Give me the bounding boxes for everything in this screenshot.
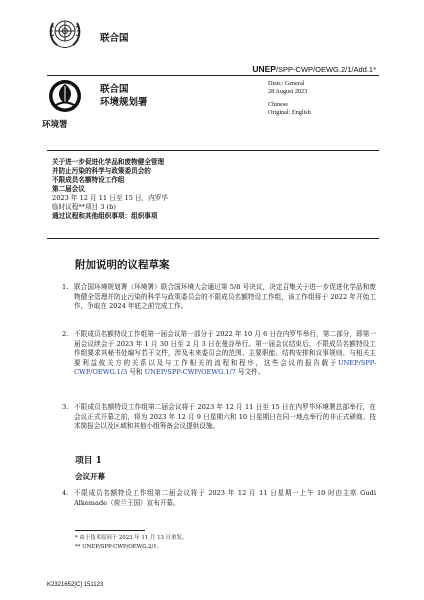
unep-emblem-icon (47, 78, 83, 114)
meeting-body-line: 并防止污染的科学与政策委员会的 (52, 167, 151, 175)
paragraph-number: 4. (62, 489, 69, 497)
paragraph-number: 2. (62, 330, 69, 338)
document-link[interactable]: UNEP/SPP-CWP/OEWG.1/7 (144, 368, 236, 377)
meeting-block (52, 158, 168, 221)
meeting-body-line: 关于进一步促进化学品和废物健全管理 (52, 158, 165, 166)
distribution-line: Original: English (268, 108, 311, 116)
header-rule (47, 75, 379, 76)
paragraph-text: 联合国环境规划署（环境署）联合国环境大会通过第 5/8 号决议，决定召集关于进一步促进化学品和废物健全管理并防止污染的科学与政策委员会的不限成员名额特设工作组，该工作组将于 2022 年开始工作，争取在 2024 年底之前完成工作。 (74, 283, 376, 311)
paragraph-text: 不限成员名额特设工作组第二届会议将于 2023 年 12 月 11 日星期一上午 10 时由主席 Gudi Alkemade（荷兰王国）宣布开幕。 (74, 489, 376, 507)
agenda-item-title: 通过议程和其他组织事项：组织事项 (52, 212, 158, 220)
paragraph-text: 号文件。 (235, 368, 265, 377)
distribution-line: 28 August 2023 (268, 87, 308, 95)
paragraph-2 (62, 330, 376, 378)
header-rule (47, 150, 379, 151)
unep-label: 环境署 (42, 120, 68, 130)
org-name-un: 联合国 (100, 33, 129, 44)
symbol-prefix: UNEP (252, 64, 276, 74)
un-emblem-icon (47, 14, 83, 52)
footnote-2: ** UNEP/SPP-CWP/OEWG.2/1。 (75, 544, 163, 550)
agenda-reference: 临时议程**项目 3 (b) (52, 203, 116, 211)
org-name-unep-line2: 环境规划署 (100, 97, 148, 108)
document-link[interactable]: UNEP/SPP-CWP/OEWG.1/3 (74, 358, 376, 377)
paragraph-text: 不限成员名额特设工作组第二届会议将于 2023 年 12 月 11 日至 15 日在内罗毕环境署总部举行，在会议正式开幕之前，将为 2023 年 12 月 9 日星期六和 10 日星期日在同一地点举行的非正式磋商、技术简报会以及区域和其他小组筹备会议提供设施。 (74, 403, 376, 431)
document-symbol (252, 64, 376, 74)
agenda-item-subheading: 会议开幕 (75, 472, 105, 481)
org-name-unep-line1: 联合国 (100, 84, 129, 95)
distribution-block (268, 80, 311, 116)
section-rule (47, 238, 379, 239)
meeting-body-line: 不限成员名额特设工作组 (52, 176, 125, 184)
distribution-line: Distr.: General (268, 80, 305, 87)
meeting-dates: 2023 年 12 月 11 日至 15 日，内罗毕 (52, 194, 168, 202)
footnote-rule (75, 530, 145, 531)
paragraph-text: 不限成员名额特设工作组第一届会议第一部分于 2022 年 10 月 6 日在内罗毕举行，第二部分，即第一届会议续会于 2023 年 1 月 30 日至 2 月 3 日在曼谷举行。第一届会议结束后，不限成员名额特设工作组要求其秘书处编写若干文件，涉及未来委员会的范围、主要职能、结构安排和议事规则、与相关主要利益攸关方的关系以及与工作相关的流程和程序，这些会议的报告载于 (74, 330, 376, 367)
org-name-unep (100, 83, 148, 109)
paragraph-3 (62, 403, 376, 432)
paragraph-number: 1. (62, 283, 69, 291)
agenda-item-heading: 项目 1 (75, 456, 102, 466)
meeting-session: 第二届会议 (52, 185, 85, 193)
paragraph-1 (62, 283, 376, 312)
distribution-line: Chinese (268, 101, 288, 109)
footnote-1: * 由于技术原因于 2023 年 11 月 13 日重发。 (75, 535, 188, 541)
paragraph-text: 号和 (127, 368, 145, 377)
paragraph-number: 3. (62, 403, 69, 411)
symbol-rest: /SPP-CWP/OEWG.2/1/Add.1* (275, 65, 376, 74)
document-title: 附加说明的议程草案 (75, 259, 170, 271)
document-number: K2321652[C] 151123 (47, 582, 104, 588)
paragraph-4 (62, 489, 376, 508)
